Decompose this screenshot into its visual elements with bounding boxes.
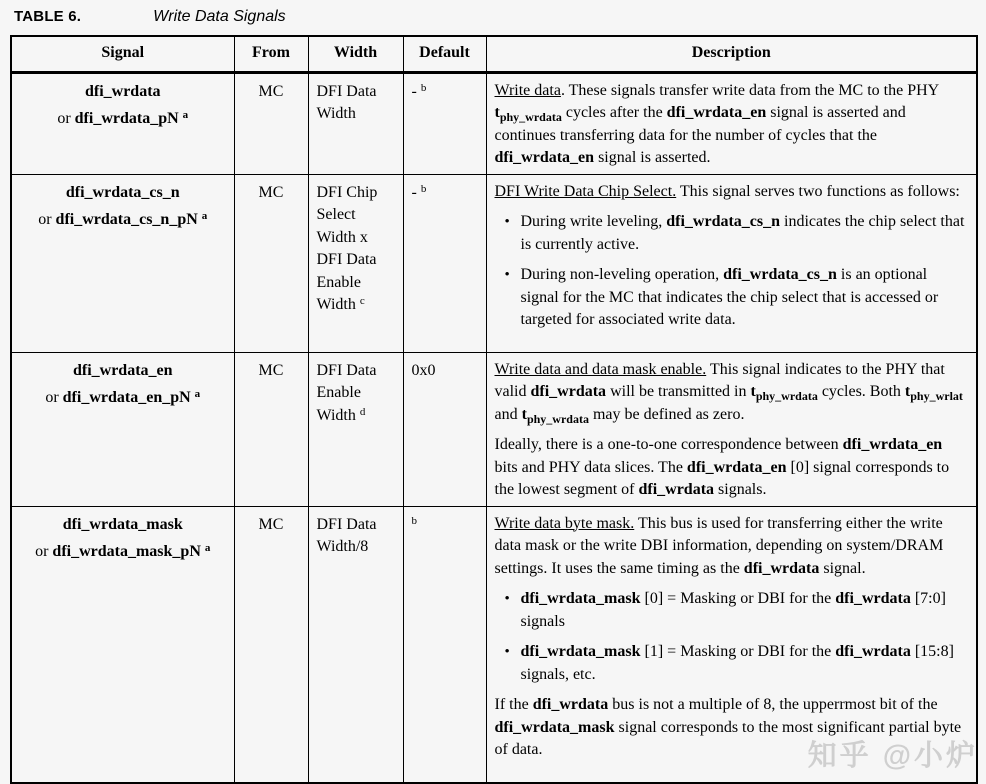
description-cell [486,352,977,506]
text-run: dfi_wrdata_en [686,458,787,476]
text-run: [15:8] signals, etc. [520,643,954,683]
text-run: or [35,543,53,560]
text-run: is an optional signal for the MC that indicates the chip select that is accessed or targeted for associated write data. [520,266,939,328]
width-cell [308,72,403,174]
text-run: may be defined as zero. [588,405,745,423]
text-run: During write leveling, [520,213,667,230]
column-header-description: Description [486,36,977,72]
bullet-icon: • [504,644,510,660]
footnote-ref: c [359,295,365,307]
description-paragraph [495,80,970,170]
text-run: dfi_wrdata [835,590,911,607]
column-header-width: Width [308,36,403,72]
footnote-ref: a [182,109,189,121]
footnote-ref: b [411,514,417,527]
column-header-default: Default [403,36,486,72]
from-cell: MC [234,72,308,174]
table-title [10,6,976,35]
signal-name-line [20,81,226,104]
description-bullet-item [495,211,970,256]
text-run: dfi_wrdata_en [842,436,943,453]
text-run: or [57,110,75,127]
default-cell [403,352,486,506]
signal-cell [11,174,234,352]
text-run: t [750,383,756,400]
from-cell: MC [234,506,308,783]
footnote-ref: a [201,210,208,222]
text-run: During non-leveling operation, [520,266,724,283]
description-paragraph [495,181,970,204]
table-header [11,36,977,72]
text-run: This bus is used for transferring either the write data mask or the write DBI information, depending on system/DRAM settings. It uses the same timing as the [494,514,944,577]
column-header-signal: Signal [11,36,234,72]
text-run: t [494,104,500,121]
text-run: dfi_wrdata_en_pN [62,389,191,406]
table-row [11,174,977,352]
text-run: signals. [714,481,767,498]
footnote-ref: b [420,182,427,195]
column-header-from: From [234,36,308,72]
text-run: dfi_wrdata [743,559,820,577]
from-cell: MC [234,174,308,352]
description-paragraph [495,694,970,762]
text-run: Ideally, there is a one-to-one correspondence between [494,436,843,453]
bullet-icon: • [504,591,510,607]
text-run: - [411,183,421,201]
text-run: Write data and data mask enable. [494,360,707,378]
text-run: will be transmitted in [606,383,751,400]
width-cell [308,174,403,352]
text-run: DFI Data Width [316,82,377,122]
text-run: dfi_wrdata_cs_n [723,266,837,283]
text-run: dfi_wrdata_cs_n [666,213,781,230]
text-run: signal corresponds to the most significant partial byte of data. [494,718,962,758]
description-paragraph [495,434,970,502]
footnote-ref: d [359,405,366,418]
signal-name-line [20,514,226,537]
text-run: If the [494,696,533,713]
footnote-ref: b [420,81,427,94]
text-run: dfi_wrdata_cs_n [65,183,180,201]
text-run: [7:0] signals [520,590,946,630]
text-run: cycles. Both [817,383,905,400]
text-run: DFI Chip Select Width x DFI Data Enable Width [316,183,378,313]
width-cell [308,506,403,783]
signal-subscript: phy_wrdata [499,110,562,124]
footnote-ref: a [194,388,201,400]
signal-name-line [20,108,226,132]
signal-cell [11,506,234,783]
signal-name-line [20,209,226,233]
signal-subscript: phy_wrdata [755,389,818,403]
text-run: or [38,211,56,228]
description-cell [486,174,977,352]
text-run: DFI Data Width/8 [316,515,377,555]
table-body [11,72,977,783]
default-cell [403,72,486,174]
description-bullet-item [495,264,970,332]
text-run: dfi_wrdata_mask [520,643,641,660]
text-run: and [494,405,522,423]
text-run: signal. [819,559,866,577]
description-cell [486,72,977,174]
text-run: [0] = Masking or DBI for the [640,590,836,607]
text-run: DFI Data Enable Width [316,361,377,424]
table-row [11,72,977,174]
text-run: indicates the chip select that is currently active. [520,213,965,253]
default-cell [403,174,486,352]
description-bullet-item [495,588,970,633]
zhihu-watermark: 知乎 @小炉 [807,740,978,772]
text-run: dfi_wrdata_en [666,104,767,121]
text-run: bits and PHY data slices. The [494,458,687,476]
text-run: bus is not a multiple of 8, the upperrmost bit of the [608,696,938,713]
text-run: cycles after the [561,104,667,121]
text-run: signal is asserted and continues transferring data for the number of cycles that the [494,104,906,144]
text-run: 0x0 [411,361,436,379]
text-run: or [45,389,63,406]
signal-name-line [20,360,226,383]
signal-subscript: phy_wrlat [910,389,963,403]
table-row [11,506,977,783]
text-run: dfi_wrdata_cs_n_pN [55,211,198,228]
width-cell [308,352,403,506]
text-run: . These signals transfer write data from the MC to the PHY [560,81,939,99]
text-run: dfi_wrdata [835,643,911,660]
text-run: - [411,82,421,100]
write-data-signals-table [10,35,978,784]
text-run: Write data byte mask. [494,514,635,532]
text-run: dfi_wrdata_mask [62,515,183,533]
bullet-icon: • [504,214,510,230]
text-run: dfi_wrdata_en [494,149,595,166]
from-cell: MC [234,352,308,506]
text-run: dfi_wrdata [532,696,609,713]
text-run: Write data [494,81,561,99]
text-run: dfi_wrdata_en [72,361,173,379]
description-cell [486,506,977,783]
signal-name-line [20,182,226,205]
text-run: signal is asserted. [594,149,711,166]
default-cell [403,506,486,783]
text-run: t [904,383,911,400]
text-run: DFI Write Data Chip Select. [494,182,677,200]
table-caption: Write Data Signals [153,8,286,25]
signal-cell [11,72,234,174]
signal-name-line [20,387,226,411]
text-run: dfi_wrdata [638,481,715,498]
footnote-ref: a [204,542,211,554]
table-row [11,352,977,506]
text-run: This signal serves two functions as follows: [676,182,960,200]
text-run: dfi_wrdata [84,82,161,100]
text-run: dfi_wrdata [530,383,607,400]
text-run: dfi_wrdata_mask [520,590,641,607]
text-run: dfi_wrdata_mask [494,718,615,736]
text-run: t [521,405,527,423]
text-run: dfi_wrdata_mask_pN [52,543,201,560]
signal-subscript: phy_wrdata [526,411,589,426]
header-row [11,36,977,72]
text-run: dfi_wrdata_pN [74,110,179,127]
table-number-label: TABLE 6. [14,8,82,25]
text-run: [0] signal corresponds to the lowest segment of [494,458,950,498]
signal-cell [11,352,234,506]
description-bullet-item [495,641,970,686]
description-paragraph [495,513,970,581]
bullet-icon: • [504,267,510,283]
text-run: This signal indicates to the PHY that valid [494,360,945,400]
description-paragraph [495,359,970,427]
signal-name-line [20,541,226,565]
text-run: [1] = Masking or DBI for the [640,643,836,660]
